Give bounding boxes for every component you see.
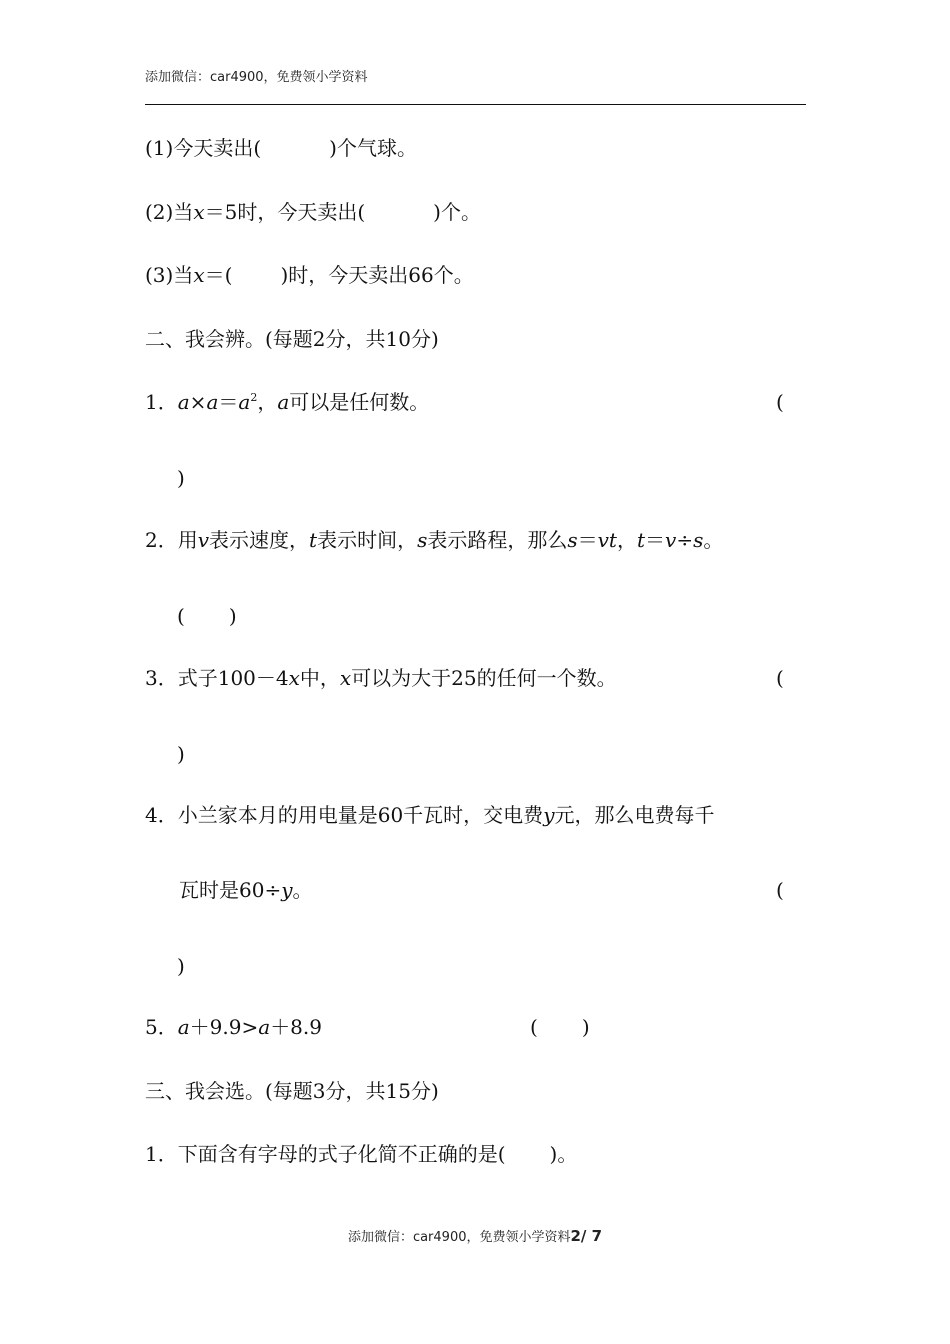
question-3: (3)当x＝( )时，今天卖出66个。 xyxy=(145,263,474,287)
page-number: 2/ 7 xyxy=(570,1227,603,1245)
section-2-title: 二、我会辨。(每题2分，共10分) xyxy=(145,327,439,351)
judge-3-paren-close: ) xyxy=(177,742,185,766)
choice-1: 1．下面含有字母的式子化简不正确的是( )。 xyxy=(145,1142,578,1166)
judge-1-paren-close: ) xyxy=(177,466,185,490)
question-1 xyxy=(145,135,417,161)
judge-2: 2．用v表示速度，t表示时间，s表示路程，那么s＝vt，t＝v÷s。 xyxy=(145,528,724,552)
header-rule xyxy=(145,104,806,105)
judge-4-paren-open: ( xyxy=(776,878,784,902)
judge-3: 3．式子100－4x中，x可以为大于25的任何一个数。 xyxy=(145,666,617,690)
q1-text-end: )个气球。 xyxy=(329,136,417,160)
judge-4-paren-close: ) xyxy=(177,954,185,978)
judge-2-answer-paren: ( ) xyxy=(177,604,237,628)
judge-4-continued: 瓦时是60÷y。 xyxy=(179,878,313,902)
judge-5-answer-paren: ( ) xyxy=(530,1015,590,1039)
page-header: 添加微信：car4900，免费领小学资料 xyxy=(145,70,368,85)
judge-4: 4．小兰家本月的用电量是60千瓦时，交电费y元，那么电费每千 xyxy=(145,803,715,827)
question-2: (2)当x＝5时，今天卖出( )个。 xyxy=(145,200,481,224)
judge-5: 5．a＋9.9>a＋8.9 xyxy=(145,1015,322,1039)
judge-1: 1．$a\times a=a^2$，a可以是任何数。 xyxy=(145,390,430,414)
section-3-title: 三、我会选。(每题3分，共15分) xyxy=(145,1079,439,1103)
judge-1-paren-open: ( xyxy=(776,390,784,414)
judge-3-paren-open: ( xyxy=(776,666,784,690)
q1-text: (1)今天卖出( xyxy=(145,136,262,160)
page-footer: 添加微信：car4900，免费领小学资料2/ 7 xyxy=(347,1227,603,1245)
